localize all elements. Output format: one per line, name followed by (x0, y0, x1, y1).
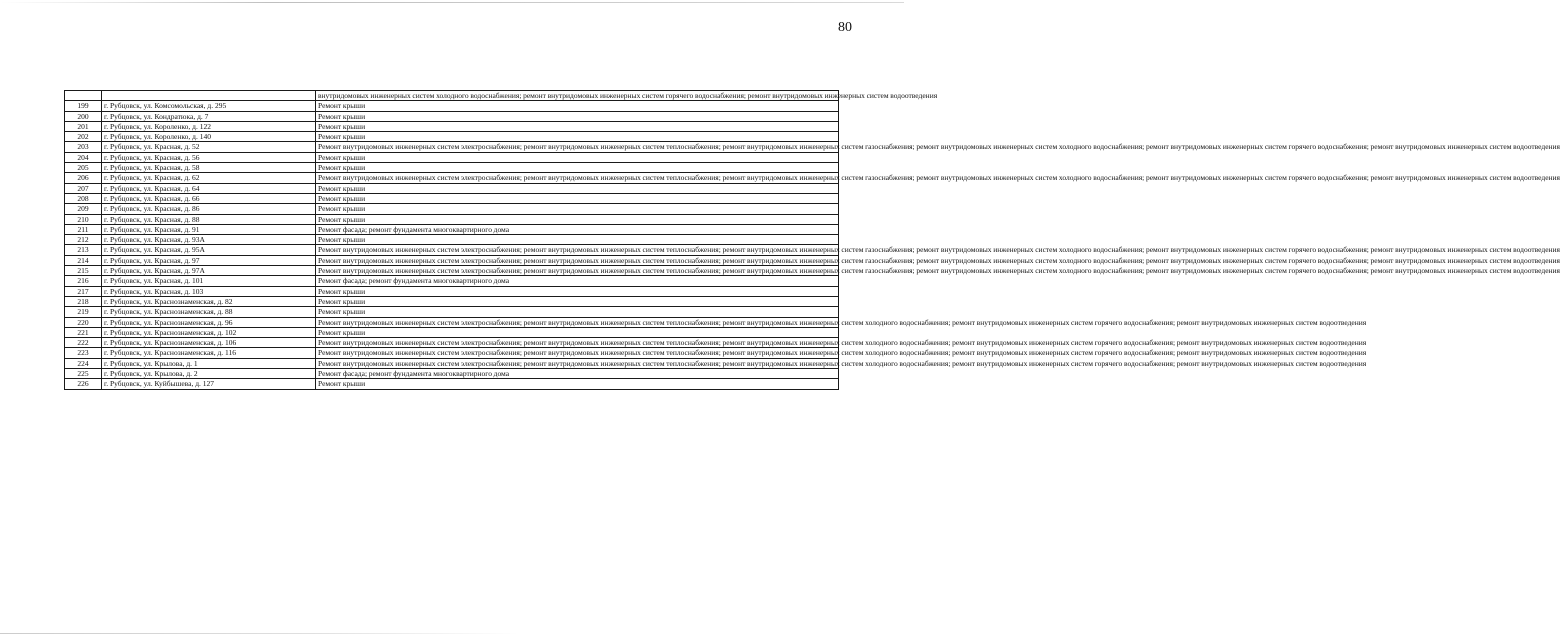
address-cell: г. Рубцовск, ул. Короленко, д. 122 (102, 121, 316, 131)
address-cell: г. Рубцовск, ул. Красная, д. 91 (102, 224, 316, 234)
works-cell: Ремонт фасада; ремонт фундамента многоквартирного дома (316, 224, 839, 234)
table-row (65, 369, 839, 379)
address-cell: г. Рубцовск, ул. Краснознаменская, д. 102 (102, 327, 316, 337)
works-cell: Ремонт крыши (316, 296, 839, 306)
row-number-cell: 211 (65, 224, 102, 234)
row-number-cell: 220 (65, 317, 102, 327)
works-cell: Ремонт крыши (316, 111, 839, 121)
address-cell: г. Рубцовск, ул. Куйбышева, д. 127 (102, 379, 316, 389)
address-cell: г. Рубцовск, ул. Краснознаменская, д. 106 (102, 338, 316, 348)
address-cell: г. Рубцовск, ул. Комсомольская, д. 295 (102, 101, 316, 111)
address-cell: г. Рубцовск, ул. Красная, д. 93А (102, 235, 316, 245)
table-row (65, 379, 839, 389)
table-body (65, 91, 1560, 390)
address-cell: г. Рубцовск, ул. Красная, д. 88 (102, 214, 316, 224)
row-number-cell: 225 (65, 369, 102, 379)
row-number-cell: 219 (65, 307, 102, 317)
row-number-cell: 213 (65, 245, 102, 255)
row-number-cell: 201 (65, 121, 102, 131)
table-row (65, 111, 839, 121)
address-cell: г. Рубцовск, ул. Красная, д. 52 (102, 142, 316, 152)
table-row (65, 296, 839, 306)
table-row (65, 183, 839, 193)
table-row (65, 224, 839, 234)
row-number-cell: 208 (65, 193, 102, 203)
address-cell: г. Рубцовск, ул. Красная, д. 97А (102, 266, 316, 276)
works-cell: Ремонт крыши (316, 235, 839, 245)
table-row (65, 163, 839, 173)
works-cell: Ремонт крыши (316, 163, 839, 173)
works-cell: Ремонт внутридомовых инженерных систем электроснабжения; ремонт внутридомовых инженерных систем теплоснабжения; ремонт внутридомовых инженерных систем газоснабжения; ремонт внутридомовых инженерных систем холодного водоснабжения; ремонт внутридомовых инженерных систем горячего водоснабжения; ремонт внутридомовых инженерных систем водоотведения (316, 266, 839, 276)
works-cell: Ремонт крыши (316, 327, 839, 337)
row-number-cell: 217 (65, 286, 102, 296)
row-number-cell: 216 (65, 276, 102, 286)
row-number-cell: 206 (65, 173, 102, 183)
table-row (65, 214, 839, 224)
row-number-cell: 214 (65, 255, 102, 265)
scan-edge-bottom (0, 633, 520, 634)
address-cell: г. Рубцовск, ул. Краснознаменская, д. 116 (102, 348, 316, 358)
row-number-cell: 221 (65, 327, 102, 337)
works-cell: Ремонт внутридомовых инженерных систем электроснабжения; ремонт внутридомовых инженерных систем теплоснабжения; ремонт внутридомовых инженерных систем холодного водоснабжения; ремонт внутридомовых инженерных систем горячего водоснабжения; ремонт внутридомовых инженерных систем водоотведения (316, 358, 839, 368)
address-cell: г. Рубцовск, ул. Краснознаменская, д. 96 (102, 317, 316, 327)
works-cell: Ремонт внутридомовых инженерных систем электроснабжения; ремонт внутридомовых инженерных систем теплоснабжения; ремонт внутридомовых инженерных систем холодного водоснабжения; ремонт внутридомовых инженерных систем горячего водоснабжения; ремонт внутридомовых инженерных систем водоотведения (316, 338, 839, 348)
address-cell: г. Рубцовск, ул. Короленко, д. 140 (102, 132, 316, 142)
address-cell: г. Рубцовск, ул. Красная, д. 86 (102, 204, 316, 214)
works-cell: Ремонт внутридомовых инженерных систем электроснабжения; ремонт внутридомовых инженерных систем теплоснабжения; ремонт внутридомовых инженерных систем газоснабжения; ремонт внутридомовых инженерных систем холодного водоснабжения; ремонт внутридомовых инженерных систем горячего водоснабжения; ремонт внутридомовых инженерных систем водоотведения (316, 245, 839, 255)
row-number-cell: 218 (65, 296, 102, 306)
address-cell: г. Рубцовск, ул. Краснознаменская, д. 88 (102, 307, 316, 317)
address-cell: г. Рубцовск, ул. Красная, д. 62 (102, 173, 316, 183)
works-cell: Ремонт крыши (316, 193, 839, 203)
row-number-cell: 210 (65, 214, 102, 224)
table-row (65, 358, 839, 368)
table-row (65, 142, 839, 152)
works-cell: Ремонт внутридомовых инженерных систем электроснабжения; ремонт внутридомовых инженерных систем теплоснабжения; ремонт внутридомовых инженерных систем газоснабжения; ремонт внутридомовых инженерных систем холодного водоснабжения; ремонт внутридомовых инженерных систем горячего водоснабжения; ремонт внутридомовых инженерных систем водоотведения (316, 255, 839, 265)
row-number-cell: 204 (65, 152, 102, 162)
table-row (65, 121, 839, 131)
page-number: 80 (838, 20, 852, 35)
works-cell: Ремонт крыши (316, 307, 839, 317)
table-row (65, 235, 839, 245)
row-number-cell: 226 (65, 379, 102, 389)
table-row (65, 348, 839, 358)
table-row (65, 173, 839, 183)
table-row (65, 317, 839, 327)
works-cell: Ремонт внутридомовых инженерных систем электроснабжения; ремонт внутридомовых инженерных систем теплоснабжения; ремонт внутридомовых инженерных систем газоснабжения; ремонт внутридомовых инженерных систем холодного водоснабжения; ремонт внутридомовых инженерных систем горячего водоснабжения; ремонт внутридомовых инженерных систем водоотведения (316, 142, 839, 152)
works-cell: Ремонт фасада; ремонт фундамента многоквартирного дома (316, 276, 839, 286)
row-number-cell: 202 (65, 132, 102, 142)
address-cell: г. Рубцовск, ул. Кондратюка, д. 7 (102, 111, 316, 121)
row-number-cell (65, 91, 102, 101)
table-row (65, 286, 839, 296)
table-row (65, 327, 839, 337)
row-number-cell: 200 (65, 111, 102, 121)
table-row (65, 245, 839, 255)
table-row (65, 152, 839, 162)
row-number-cell: 209 (65, 204, 102, 214)
works-cell: Ремонт крыши (316, 183, 839, 193)
row-number-cell: 203 (65, 142, 102, 152)
table-row (65, 91, 839, 101)
table-row (65, 193, 839, 203)
works-cell: Ремонт крыши (316, 132, 839, 142)
scan-edge-top (0, 2, 904, 3)
row-number-cell: 207 (65, 183, 102, 193)
works-cell: Ремонт внутридомовых инженерных систем электроснабжения; ремонт внутридомовых инженерных систем теплоснабжения; ремонт внутридомовых инженерных систем газоснабжения; ремонт внутридомовых инженерных систем холодного водоснабжения; ремонт внутридомовых инженерных систем горячего водоснабжения; ремонт внутридомовых инженерных систем водоотведения (316, 173, 839, 183)
row-number-cell: 223 (65, 348, 102, 358)
works-cell: Ремонт крыши (316, 121, 839, 131)
table-row (65, 101, 839, 111)
address-cell: г. Рубцовск, ул. Красная, д. 66 (102, 193, 316, 203)
row-number-cell: 205 (65, 163, 102, 173)
address-cell: г. Рубцовск, ул. Красная, д. 95А (102, 245, 316, 255)
table-row (65, 276, 839, 286)
works-cell: Ремонт крыши (316, 152, 839, 162)
address-cell (102, 91, 316, 101)
table-row (65, 204, 839, 214)
row-number-cell: 215 (65, 266, 102, 276)
row-number-cell: 222 (65, 338, 102, 348)
address-cell: г. Рубцовск, ул. Красная, д. 56 (102, 152, 316, 162)
works-cell: Ремонт крыши (316, 204, 839, 214)
table-row (65, 266, 839, 276)
row-number-cell: 199 (65, 101, 102, 111)
works-cell: Ремонт крыши (316, 286, 839, 296)
row-number-cell: 212 (65, 235, 102, 245)
address-cell: г. Рубцовск, ул. Красная, д. 101 (102, 276, 316, 286)
works-cell: Ремонт крыши (316, 379, 839, 389)
table-row (65, 307, 839, 317)
address-cell: г. Рубцовск, ул. Красная, д. 64 (102, 183, 316, 193)
address-cell: г. Рубцовск, ул. Крылова, д. 1 (102, 358, 316, 368)
address-cell: г. Рубцовск, ул. Красная, д. 58 (102, 163, 316, 173)
repair-register-table (64, 90, 1560, 390)
works-cell: Ремонт внутридомовых инженерных систем электроснабжения; ремонт внутридомовых инженерных систем теплоснабжения; ремонт внутридомовых инженерных систем холодного водоснабжения; ремонт внутридомовых инженерных систем горячего водоснабжения; ремонт внутридомовых инженерных систем водоотведения (316, 348, 839, 358)
works-cell: Ремонт крыши (316, 214, 839, 224)
table-row (65, 132, 839, 142)
address-cell: г. Рубцовск, ул. Красная, д. 103 (102, 286, 316, 296)
works-cell: Ремонт крыши (316, 101, 839, 111)
works-cell: внутридомовых инженерных систем холодного водоснабжения; ремонт внутридомовых инженерных систем горячего водоснабжения; ремонт внутридомовых инженерных систем водоотведения (316, 91, 839, 101)
row-number-cell: 224 (65, 358, 102, 368)
works-cell: Ремонт фасада; ремонт фундамента многоквартирного дома (316, 369, 839, 379)
table-row (65, 255, 839, 265)
works-cell: Ремонт внутридомовых инженерных систем электроснабжения; ремонт внутридомовых инженерных систем теплоснабжения; ремонт внутридомовых инженерных систем холодного водоснабжения; ремонт внутридомовых инженерных систем горячего водоснабжения; ремонт внутридомовых инженерных систем водоотведения (316, 317, 839, 327)
table-row (65, 338, 839, 348)
address-cell: г. Рубцовск, ул. Краснознаменская, д. 82 (102, 296, 316, 306)
address-cell: г. Рубцовск, ул. Крылова, д. 2 (102, 369, 316, 379)
address-cell: г. Рубцовск, ул. Красная, д. 97 (102, 255, 316, 265)
